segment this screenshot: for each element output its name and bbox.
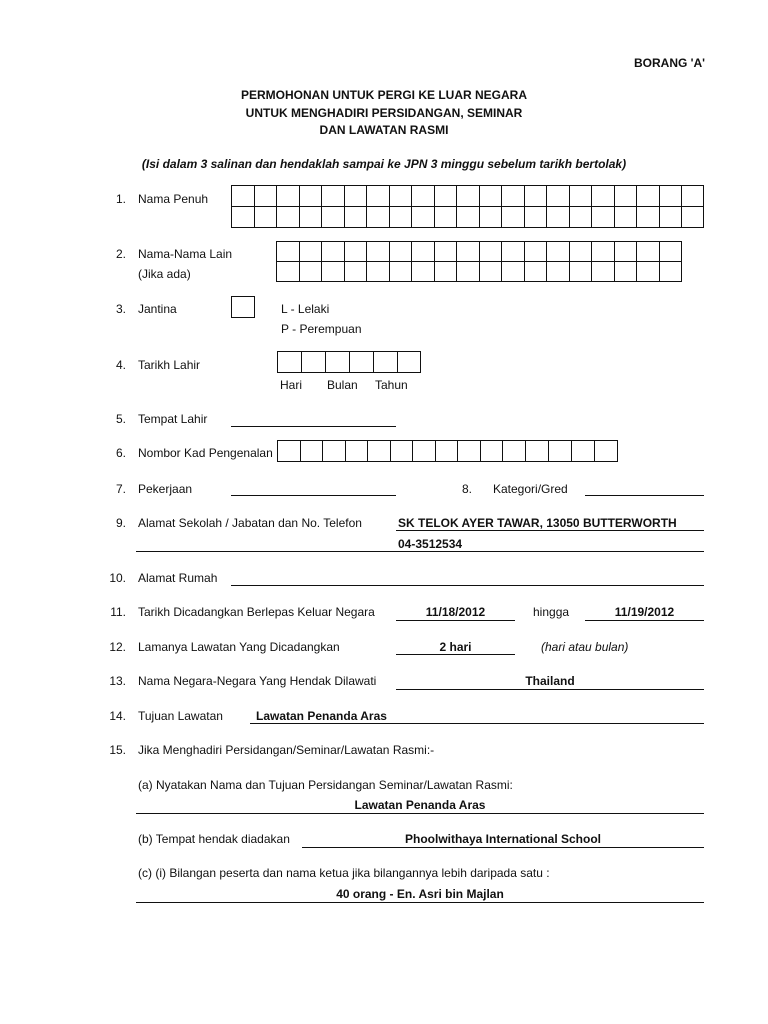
other-names-sublabel: (Jika ada) [138, 267, 191, 281]
grid-cell[interactable] [255, 207, 278, 227]
participants-value: 40 orang - En. Asri bin Majlan [336, 887, 504, 901]
grid-cell[interactable] [367, 186, 390, 206]
grid-cell[interactable] [525, 186, 548, 206]
grid-cell[interactable] [435, 242, 458, 261]
grid-cell[interactable] [413, 441, 436, 461]
occupation-label: Pekerjaan [138, 482, 193, 496]
gender-label: Jantina [138, 302, 177, 316]
grid-cell[interactable] [682, 207, 704, 227]
grid-cell[interactable] [660, 262, 682, 281]
grid-cell[interactable] [481, 441, 504, 461]
grid-cell[interactable] [547, 242, 570, 261]
grid-cell[interactable] [391, 441, 414, 461]
venue-label: (b) Tempat hendak diadakan [138, 832, 290, 846]
grid-cell[interactable] [547, 207, 570, 227]
home-address-line[interactable] [231, 585, 704, 586]
grid-cell[interactable] [549, 441, 572, 461]
grid-cell[interactable] [390, 207, 413, 227]
form-title-line-3: DAN LAWATAN RASMI [319, 123, 449, 137]
venue-value: Phoolwithaya International School [404, 832, 602, 846]
conference-section-label: Jika Menghadiri Persidangan/Seminar/Lawatan Rasmi:- [138, 743, 435, 757]
item-number: 10. [109, 571, 126, 585]
full-name-label: Nama Penuh [138, 192, 209, 206]
item-number: 7. [115, 482, 126, 496]
school-address-label: Alamat Sekolah / Jabatan dan No. Telefon [138, 516, 362, 530]
item-number: 4. [115, 358, 126, 372]
grid-cell[interactable] [503, 441, 526, 461]
grid-cell[interactable] [457, 262, 480, 281]
grid-cell[interactable] [570, 262, 593, 281]
departure-date-to-line[interactable] [585, 620, 704, 621]
gender-box[interactable] [231, 296, 255, 318]
grid-cell[interactable] [412, 186, 435, 206]
grid-cell[interactable] [592, 242, 615, 261]
grid-cell[interactable] [412, 262, 435, 281]
visit-purpose-line[interactable] [250, 723, 704, 724]
form-title-line-2: UNTUK MENGHADIRI PERSIDANGAN, SEMINAR [245, 106, 523, 120]
grid-cell[interactable] [615, 242, 638, 261]
grid-cell[interactable] [301, 441, 324, 461]
form-code: BORANG 'A' [634, 56, 706, 70]
grid-cell[interactable] [278, 441, 301, 461]
conference-name-value: Lawatan Penanda Aras [354, 798, 486, 812]
conference-name-label: (a) Nyatakan Nama dan Tujuan Persidangan Seminar/Lawatan Rasmi: [138, 778, 513, 792]
gender-option-male: L - Lelaki [281, 302, 330, 316]
grid-cell[interactable] [572, 441, 595, 461]
date-range-separator: hingga [533, 605, 570, 619]
other-names-label: Nama-Nama Lain [138, 247, 233, 261]
conference-name-line[interactable] [136, 813, 704, 814]
grid-cell[interactable] [300, 242, 323, 261]
school-address-line[interactable] [396, 530, 704, 531]
birth-place-line[interactable] [231, 426, 396, 427]
grid-cell[interactable] [480, 262, 503, 281]
grid-cell[interactable] [368, 441, 391, 461]
grid-cell[interactable] [502, 207, 525, 227]
grid-cell[interactable] [367, 262, 390, 281]
birth-date-grid[interactable] [277, 351, 421, 373]
grid-cell[interactable] [412, 207, 435, 227]
grid-cell[interactable] [525, 262, 548, 281]
form-instruction: (Isi dalam 3 salinan dan hendaklah sampai ke JPN 3 minggu sebelum tarikh bertolak) [141, 157, 627, 171]
departure-date-from: 11/18/2012 [425, 605, 486, 619]
item-number: 2. [115, 247, 126, 261]
grid-cell[interactable] [435, 262, 458, 281]
visit-purpose-label: Tujuan Lawatan [138, 709, 223, 723]
venue-line[interactable] [302, 847, 704, 848]
grid-cell[interactable] [480, 186, 503, 206]
grid-cell[interactable] [350, 352, 374, 372]
grid-cell[interactable] [547, 186, 570, 206]
grid-cell[interactable] [436, 441, 459, 461]
item-number: 15. [109, 743, 126, 757]
grid-cell[interactable] [277, 207, 300, 227]
item-number: 6. [115, 446, 126, 460]
other-names-grid-row-1[interactable] [276, 241, 682, 262]
item-number: 11. [110, 605, 126, 619]
school-address-value: SK TELOK AYER TAWAR, 13050 BUTTERWORTH [398, 516, 677, 530]
grid-cell[interactable] [637, 262, 660, 281]
grid-cell[interactable] [592, 262, 615, 281]
grid-cell[interactable] [322, 242, 345, 261]
grid-cell[interactable] [255, 186, 278, 206]
grid-cell[interactable] [547, 262, 570, 281]
grid-cell[interactable] [660, 242, 682, 261]
grid-cell[interactable] [570, 186, 593, 206]
grid-cell[interactable] [502, 186, 525, 206]
school-phone-value: 04-3512534 [398, 537, 463, 551]
full-name-grid-row-1[interactable] [231, 185, 704, 207]
departure-date-to: 11/19/2012 [614, 605, 675, 619]
occupation-line[interactable] [231, 495, 396, 496]
grid-cell[interactable] [345, 262, 368, 281]
grid-cell[interactable] [322, 207, 345, 227]
grid-cell[interactable] [412, 242, 435, 261]
grid-cell[interactable] [570, 242, 593, 261]
departure-date-from-line[interactable] [396, 620, 515, 621]
grid-cell[interactable] [390, 242, 413, 261]
item-number: 14. [109, 709, 126, 723]
grid-cell[interactable] [435, 186, 458, 206]
category-grade-label: Kategori/Gred [493, 482, 568, 496]
birth-day-caption: Hari [280, 378, 303, 392]
countries-line[interactable] [396, 689, 704, 690]
item-number: 12. [109, 640, 126, 654]
ic-number-label: Nombor Kad Pengenalan [138, 446, 273, 460]
grid-cell[interactable] [637, 207, 660, 227]
full-name-grid-row-2[interactable] [231, 206, 704, 228]
grid-cell[interactable] [345, 242, 368, 261]
form-title-line-1: PERMOHONAN UNTUK PERGI KE LUAR NEGARA [240, 88, 527, 102]
item-number: 5. [115, 412, 126, 426]
grid-cell[interactable] [367, 242, 390, 261]
birth-month-caption: Bulan [327, 378, 358, 392]
grid-cell[interactable] [374, 352, 398, 372]
visit-duration-note: (hari atau bulan) [541, 640, 629, 654]
grid-cell[interactable] [595, 441, 618, 461]
grid-cell[interactable] [398, 352, 421, 372]
grid-cell[interactable] [615, 186, 638, 206]
grid-cell[interactable] [525, 207, 548, 227]
grid-cell[interactable] [300, 186, 323, 206]
grid-cell[interactable] [637, 242, 660, 261]
grid-cell[interactable] [232, 186, 255, 206]
grid-cell[interactable] [525, 242, 548, 261]
grid-cell[interactable] [526, 441, 549, 461]
grid-cell[interactable] [435, 207, 458, 227]
grid-cell[interactable] [277, 186, 300, 206]
grid-cell[interactable] [502, 242, 525, 261]
grid-cell[interactable] [346, 441, 369, 461]
visit-duration-line[interactable] [396, 654, 515, 655]
grid-cell[interactable] [345, 186, 368, 206]
grid-cell[interactable] [592, 207, 615, 227]
grid-cell[interactable] [278, 352, 302, 372]
grid-cell[interactable] [302, 352, 326, 372]
grid-cell[interactable] [682, 186, 704, 206]
other-names-grid-row-2[interactable] [276, 261, 682, 282]
birth-place-label: Tempat Lahir [138, 412, 208, 426]
grid-cell[interactable] [300, 207, 323, 227]
grid-cell[interactable] [570, 207, 593, 227]
participants-label: (c) (i) Bilangan peserta dan nama ketua jika bilangannya lebih daripada satu : [138, 866, 550, 880]
grid-cell[interactable] [480, 207, 503, 227]
grid-cell[interactable] [390, 262, 413, 281]
grid-cell[interactable] [232, 207, 255, 227]
grid-cell[interactable] [326, 352, 350, 372]
grid-cell[interactable] [615, 262, 638, 281]
grid-cell[interactable] [300, 262, 323, 281]
grid-cell[interactable] [390, 186, 413, 206]
participants-line[interactable] [136, 902, 704, 903]
school-address-line-2[interactable] [136, 551, 704, 552]
home-address-label: Alamat Rumah [138, 571, 218, 585]
grid-cell[interactable] [660, 207, 683, 227]
grid-cell[interactable] [345, 207, 368, 227]
grid-cell[interactable] [322, 186, 345, 206]
grid-cell[interactable] [367, 207, 390, 227]
grid-cell[interactable] [457, 186, 480, 206]
item-number: 3. [115, 302, 126, 316]
countries-label: Nama Negara-Negara Yang Hendak Dilawati [138, 674, 377, 688]
grid-cell[interactable] [458, 441, 481, 461]
visit-duration-value: 2 hari [439, 640, 472, 654]
grid-cell[interactable] [502, 262, 525, 281]
grid-cell[interactable] [457, 242, 480, 261]
departure-date-label: Tarikh Dicadangkan Berlepas Keluar Negara [138, 605, 375, 619]
birth-date-label: Tarikh Lahir [138, 358, 201, 372]
grid-cell[interactable] [615, 207, 638, 227]
grid-cell[interactable] [277, 262, 300, 281]
grid-cell[interactable] [277, 242, 300, 261]
countries-value: Thailand [525, 674, 575, 688]
grid-cell[interactable] [323, 441, 346, 461]
grid-cell[interactable] [592, 186, 615, 206]
item-number: 9. [115, 516, 126, 530]
item-number: 8. [462, 482, 473, 496]
ic-number-grid[interactable] [277, 440, 618, 462]
item-number: 13. [109, 674, 126, 688]
category-grade-line[interactable] [585, 495, 704, 496]
grid-cell[interactable] [457, 207, 480, 227]
grid-cell[interactable] [480, 242, 503, 261]
visit-duration-label: Lamanya Lawatan Yang Dicadangkan [138, 640, 340, 654]
grid-cell[interactable] [322, 262, 345, 281]
birth-year-caption: Tahun [375, 378, 408, 392]
item-number: 1. [115, 192, 126, 206]
gender-option-female: P - Perempuan [281, 322, 362, 336]
visit-purpose-value: Lawatan Penanda Aras [256, 709, 387, 723]
grid-cell[interactable] [637, 186, 660, 206]
grid-cell[interactable] [660, 186, 683, 206]
